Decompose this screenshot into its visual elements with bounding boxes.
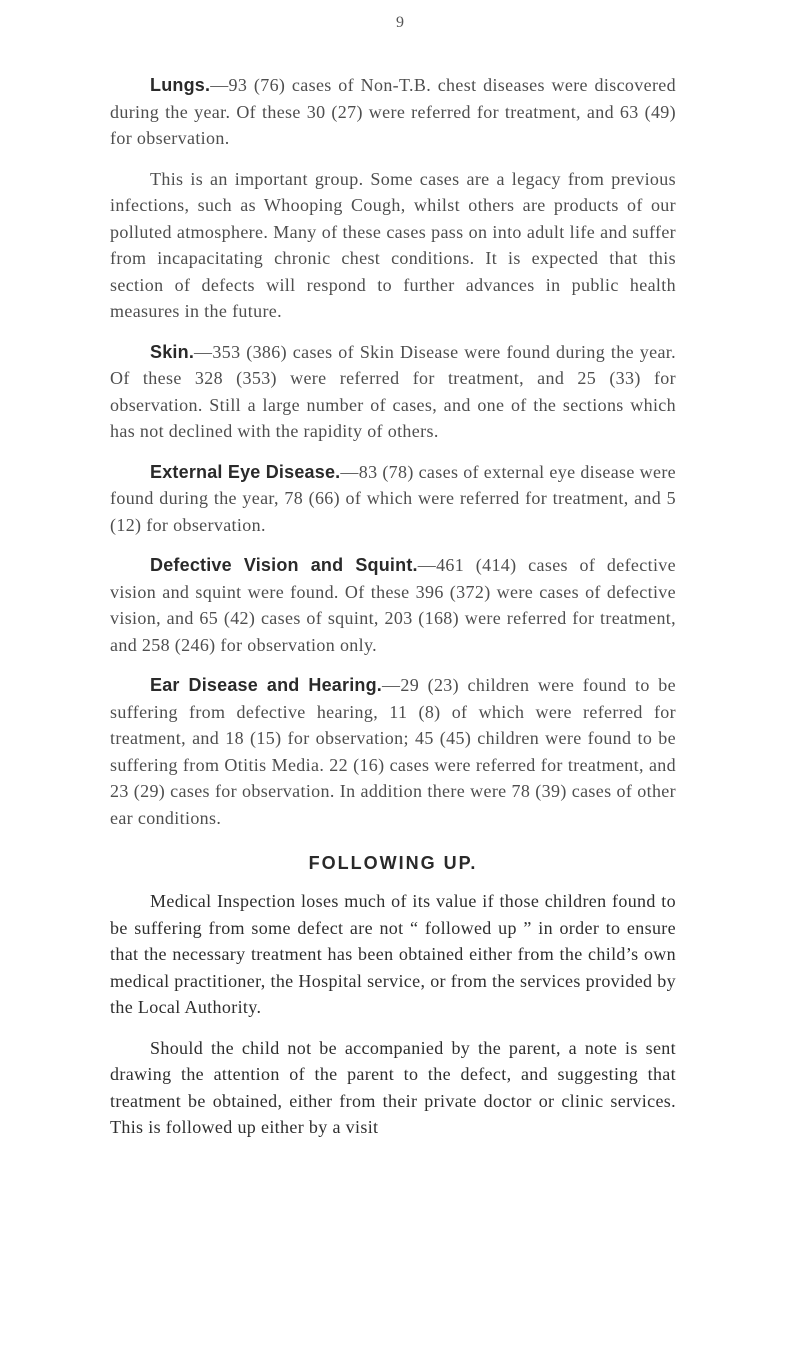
text-skin: —353 (386) cases of Skin Disease were found during the year. Of these 328 (353) were referred for treatment, and 25 (33) for observation. Still a large number of cases, and one of the sections which has not declined with the rapidity of others. xyxy=(110,341,676,441)
paragraph-skin xyxy=(110,339,676,445)
text-vision: —461 (414) cases of defective vision and squint were found. Of these 396 (372) were cases of defective vision, and 65 (42) cases of squint, 203 (168) were referred for treatment, and 258 (246) for observation only. xyxy=(110,555,676,655)
paragraph-lungs-note: This is an important group. Some cases are a legacy from previous infections, such as Whooping Cough, whilst others are products of our polluted atmosphere. Many of these cases pass on into adult life and suffer from incapacitating chronic chest conditions. It is expected that this section of defects will respond to further advances in public health measures in the future. xyxy=(110,168,676,321)
document-body xyxy=(110,72,676,1141)
text-ear: —29 (23) children were found to be suffering from defective hearing, 11 (8) of which were referred for treatment, and 18 (15) for observation; 45 (45) children were found to be suffering from Otitis Media. 22 (16) cases were referred for treatment, and 23 (29) cases for observation. In addition there were 78 (39) cases of other ear conditions. xyxy=(110,675,676,828)
paragraph-external-eye xyxy=(110,459,676,539)
paragraph-following-up-1: Medical Inspection loses much of its value if those children found to be suffering from some defect are not “ followed up ” in order to ensure that the necessary treatment has been obtained either from the child’s own medical practitioner, the Hospital service, or from the services provided by the Local Authority. xyxy=(110,891,676,1017)
section-title-following-up: FOLLOWING UP. xyxy=(308,853,478,873)
text-lungs: —93 (76) cases of Non-T.B. chest diseases were discovered during the year. Of these 30 (27) were referred for treatment, and 63 (49) for observation. xyxy=(110,75,676,148)
heading-external-eye: External Eye Disease. xyxy=(150,461,341,482)
heading-skin: Skin. xyxy=(150,341,195,362)
heading-ear: Ear Disease and Hearing. xyxy=(150,675,382,695)
paragraph-lungs xyxy=(110,72,676,152)
page-number: 9 xyxy=(396,14,404,31)
heading-vision: Defective Vision and Squint. xyxy=(150,555,418,575)
paragraph-ear xyxy=(110,672,676,831)
paragraph-following-up-2: Should the child not be accompanied by the parent, a note is sent drawing the attention of the parent to the defect, and suggesting that treatment be obtained, either from their private doctor or clinic services. This is followed up either by a visit xyxy=(110,1037,676,1137)
heading-lungs: Lungs. xyxy=(150,75,211,95)
text-external-eye: —83 (78) cases of external eye disease were found during the year, 78 (66) of which were referred for treatment, and 5 (12) for observation. xyxy=(110,461,676,535)
paragraph-vision xyxy=(110,552,676,658)
